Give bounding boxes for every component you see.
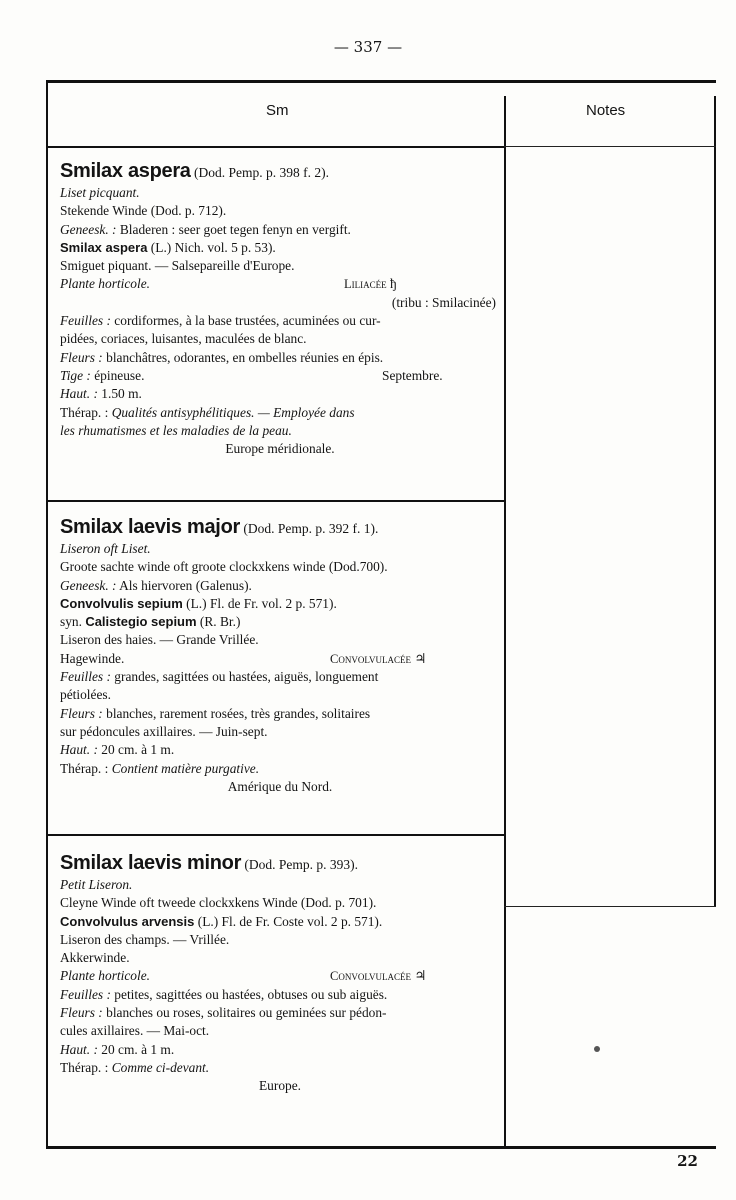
- notes-separator: [504, 906, 716, 907]
- label: Feuilles :: [60, 669, 111, 685]
- label: Haut. :: [60, 1041, 98, 1057]
- label: syn.: [60, 614, 86, 630]
- text: Qualités antisyphélitiques. — Employée dans: [111, 404, 355, 420]
- scientific-name: Calistegio sepium: [85, 614, 197, 630]
- main-column-header: Sm: [266, 102, 289, 119]
- text: 1.50 m.: [97, 386, 142, 402]
- text: cordiformes, à la base trustées, acuminées ou cur-: [110, 313, 381, 329]
- label: Feuilles :: [60, 313, 111, 329]
- family-symbol: ђ: [389, 276, 397, 292]
- label: Thérap. :: [60, 760, 112, 776]
- text-line: Stekende Winde (Dod. p. 712).: [60, 203, 227, 219]
- label: Feuilles :: [60, 986, 111, 1002]
- text-line: Plante horticole.: [60, 968, 150, 984]
- label: Geneesk. :: [60, 221, 117, 237]
- text: (R. Br.): [196, 614, 241, 630]
- ink-spot: [594, 1046, 600, 1052]
- entry-smilax-laevis-minor: [60, 850, 500, 1096]
- scientific-name: Convolvulus arvensis: [60, 913, 195, 929]
- entry-separator: [46, 500, 504, 502]
- text: (L.) Fl. de Fr. Coste vol. 2 p. 571).: [194, 913, 383, 929]
- label: Haut. :: [60, 386, 98, 402]
- family-label: Convolvulacée: [330, 969, 412, 984]
- text: Contient matière purgative.: [111, 760, 260, 776]
- text-line: Plante horticole.: [60, 276, 150, 292]
- text-line: sur pédoncules axillaires. — Juin-sept.: [60, 723, 268, 739]
- label: Thérap. :: [60, 1059, 112, 1075]
- text-line: Liset picquant.: [60, 185, 140, 200]
- text: Bladeren : seer goet tegen fenyn en vergift.: [116, 221, 351, 237]
- label: Fleurs :: [60, 705, 103, 721]
- label: Tige :: [60, 367, 91, 383]
- text-line: Groote sachte winde oft groote clockxkens winde (Dod.700).: [60, 559, 388, 575]
- text: blanches ou roses, solitaires ou geminées sur pédon-: [102, 1005, 387, 1021]
- family-symbol: ♃: [414, 650, 427, 666]
- label: Fleurs :: [60, 349, 103, 365]
- text: 20 cm. à 1 m.: [97, 1041, 175, 1057]
- page-number: — 337 —: [333, 38, 403, 56]
- text: blanchâtres, odorantes, en ombelles réunies en épis.: [102, 349, 384, 365]
- species-name: Smilax laevis minor: [60, 852, 242, 874]
- column-divider: [504, 96, 506, 1149]
- text-line: (tribu : Smilacinée): [391, 294, 496, 310]
- scientific-name: Smilax aspera: [60, 239, 148, 255]
- species-name: Smilax laevis major: [60, 516, 240, 538]
- label: Geneesk. :: [60, 577, 117, 593]
- label: Fleurs :: [60, 1005, 103, 1021]
- text-line: Hagewinde.: [60, 650, 125, 666]
- species-name: Smilax aspera: [60, 160, 191, 182]
- text: petites, sagittées ou hastées, obtuses ou sub aiguës.: [110, 986, 388, 1002]
- text: épineuse.: [90, 367, 145, 383]
- bottom-rule: [46, 1146, 716, 1149]
- right-rule: [714, 96, 716, 906]
- label: Thérap. :: [60, 404, 112, 420]
- family-label: Liliacée: [344, 277, 387, 292]
- notes-header-separator: [504, 146, 716, 147]
- table-frame: [46, 80, 716, 1152]
- text: Comme ci-devant.: [111, 1059, 210, 1075]
- text: 20 cm. à 1 m.: [97, 742, 175, 758]
- text-line: Liseron des champs. — Vrillée.: [60, 931, 230, 947]
- text-line: cules axillaires. — Mai-oct.: [60, 1023, 210, 1039]
- distribution: Europe.: [258, 1078, 302, 1094]
- text: grandes, sagittées ou hastées, aiguës, longuement: [110, 669, 379, 685]
- family-label: Convolvulacée: [330, 651, 412, 666]
- text-line: pétiolées.: [60, 687, 111, 703]
- text-line: Petit Liseron.: [60, 877, 133, 892]
- label: Haut. :: [60, 742, 98, 758]
- footer-number: 22: [677, 1152, 698, 1170]
- entry-smilax-laevis-major: [60, 514, 500, 796]
- notes-column-header: Notes: [586, 102, 626, 119]
- season: Septembre.: [382, 367, 443, 383]
- reference: (Dod. Pemp. p. 398 f. 2).: [194, 165, 329, 180]
- text-line: Liseron des haies. — Grande Vrillée.: [60, 632, 259, 648]
- text-line: Liseron oft Liset.: [60, 541, 151, 556]
- text-line: Smiguet piquant. — Salsepareille d'Europe.: [60, 258, 295, 274]
- family-symbol: ♃: [414, 968, 427, 984]
- text-line: Cleyne Winde oft tweede clockxkens Winde (Dod. p. 701).: [60, 895, 377, 911]
- top-rule: [46, 80, 716, 83]
- reference: (Dod. Pemp. p. 393).: [244, 857, 359, 872]
- text-line: pidées, coriaces, luisantes, maculées de blanc.: [60, 331, 307, 347]
- scientific-name: Convolvulis sepium: [60, 595, 183, 611]
- text: (L.) Nich. vol. 5 p. 53).: [147, 239, 276, 255]
- distribution: Amérique du Nord.: [227, 778, 333, 794]
- distribution: Europe méridionale.: [225, 441, 335, 457]
- text: Als hiervoren (Galenus).: [116, 577, 252, 593]
- left-rule: [46, 80, 48, 1149]
- text: blanches, rarement rosées, très grandes, solitaires: [102, 705, 371, 721]
- header-separator: [46, 146, 504, 148]
- reference: (Dod. Pemp. p. 392 f. 1).: [243, 521, 379, 536]
- text: (L.) Fl. de Fr. vol. 2 p. 571).: [182, 595, 337, 611]
- text-line: les rhumatismes et les maladies de la peau.: [60, 422, 292, 438]
- text-line: Akkerwinde.: [60, 950, 130, 966]
- entry-smilax-aspera: [60, 158, 500, 458]
- entry-separator: [46, 834, 504, 836]
